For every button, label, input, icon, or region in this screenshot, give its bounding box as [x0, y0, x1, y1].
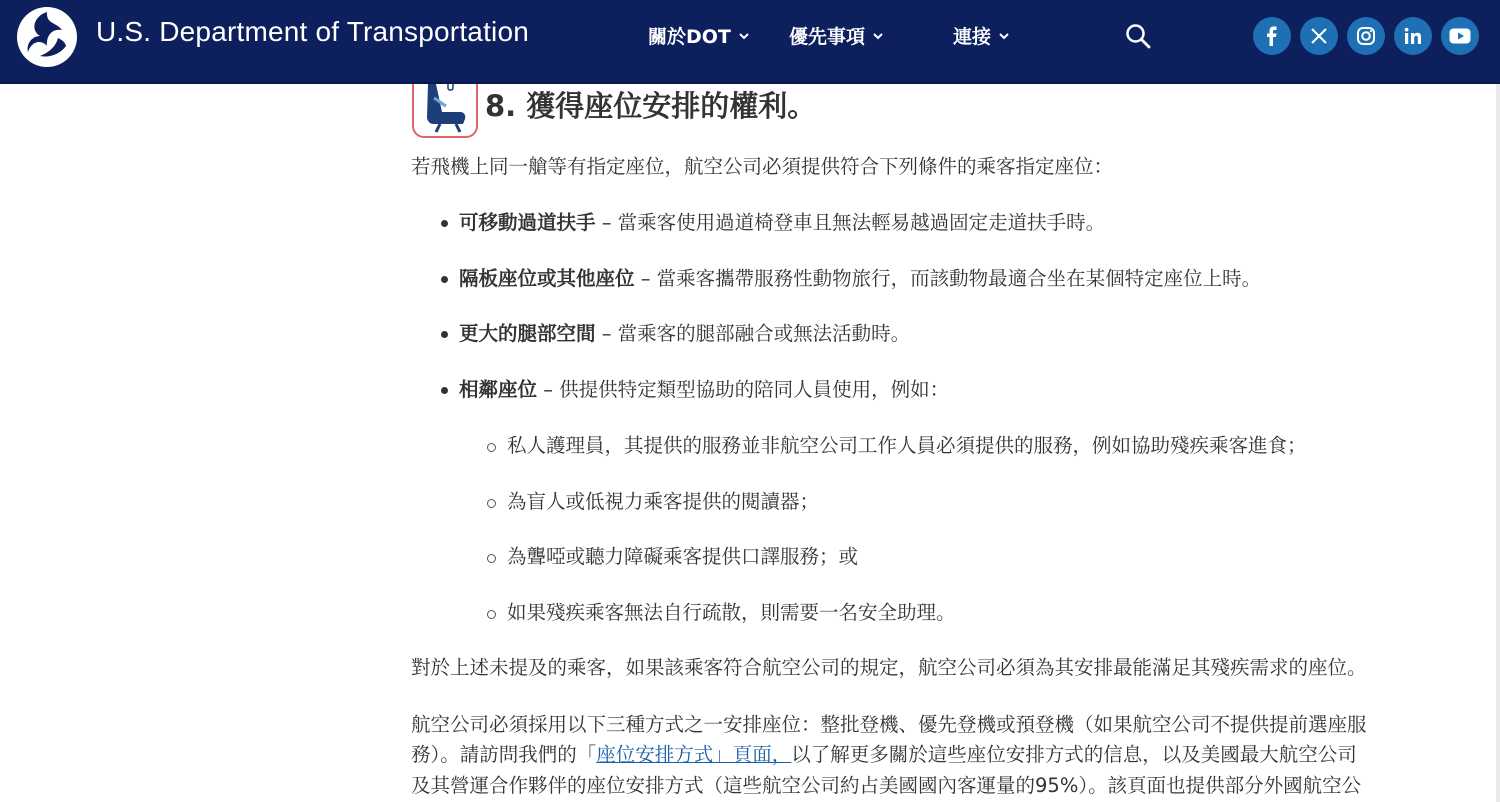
nav-about-label: 關於DOT — [648, 26, 731, 48]
nav-priorities-label: 優先事項 — [789, 26, 866, 48]
sub-bullet-circle — [487, 610, 496, 619]
bullet-desc: – 當乘客的腿部融合或無法活動時。 — [595, 322, 911, 345]
site-header — [0, 0, 1500, 84]
sub-bullet-circle — [487, 499, 496, 508]
chevron-down-icon — [997, 29, 1011, 43]
bullet-dot — [441, 220, 448, 227]
seating-methods-line-1: 航空公司必須採用以下三種方式之一安排座位：整批登機、優先登機或預登機（如果航空公司不提供提前選座服 — [411, 713, 1367, 736]
bullet-dot — [441, 276, 448, 283]
chevron-down-icon — [737, 29, 751, 43]
bullet-term: 隔板座位或其他座位 — [459, 267, 635, 290]
site-title[interactable]: U.S. Department of Transportation — [96, 16, 530, 47]
chevron-down-icon — [871, 29, 885, 43]
accommodation-paragraph: 對於上述未提及的乘客，如果該乘客符合航空公司的規定，航空公司必須為其安排最能滿足其殘疾需求的座位。 — [411, 656, 1367, 679]
seating-methods-link[interactable]: 座位安排方式」頁面， — [596, 743, 792, 766]
seating-methods-line-3: 及其營運合作夥伴的座位安排方式（這些航空公司約占美國國內客運量的95%）。該頁面也提供部分外國航空公 — [411, 774, 1362, 797]
bullet-desc: – 供提供特定類型協助的陪同人員使用，例如： — [537, 378, 950, 401]
nav-connect-label: 連接 — [953, 26, 992, 48]
sub-bullet-circle — [487, 443, 496, 452]
bullet-term: 可移動過道扶手 — [459, 211, 596, 234]
bullet-term: 相鄰座位 — [459, 378, 538, 401]
bullet-desc: – 當乘客攜帶服務性動物旅行，而該動物最適合坐在某個特定座位上時。 — [634, 267, 1262, 290]
page-scrollbar[interactable] — [1496, 84, 1500, 802]
search-icon[interactable] — [1124, 22, 1152, 50]
instagram-icon[interactable] — [1347, 17, 1385, 55]
nav-priorities[interactable] — [789, 22, 885, 49]
nav-about-dot[interactable] — [648, 22, 751, 49]
nav-connect[interactable] — [953, 22, 1011, 49]
bullet-desc: – 當乘客使用過道椅登車且無法輕易越過固定走道扶手時。 — [595, 211, 1106, 234]
line-text: 務）。請訪問我們的「 — [411, 743, 597, 766]
bullet-dot — [441, 331, 448, 338]
sub-bullet-circle — [487, 554, 496, 563]
section-heading-row — [411, 78, 1411, 138]
dot-logo-icon[interactable] — [16, 6, 78, 68]
sub-bullet-text: 如果殘疾乘客無法自行疏散，則需要一名安全助理。 — [507, 601, 956, 624]
seating-methods-line-2 — [411, 740, 1357, 770]
sub-bullet-text: 為聾啞或聽力障礙乘客提供口譯服務；或 — [507, 545, 859, 568]
line-text: 以了解更多關於這些座位安排方式的信息，以及美國最大航空公司 — [791, 743, 1357, 766]
youtube-icon[interactable] — [1441, 17, 1479, 55]
facebook-icon[interactable] — [1253, 17, 1291, 55]
sub-bullet-text: 私人護理員，其提供的服務並非航空公司工作人員必須提供的服務，例如協助殘疾乘客進食； — [507, 434, 1307, 457]
section-title: 8. 獲得座位安排的權利。 — [485, 89, 817, 123]
bullet-dot — [441, 387, 448, 394]
x-icon[interactable] — [1300, 17, 1338, 55]
sub-bullet-text: 為盲人或低視力乘客提供的閱讀器； — [507, 490, 820, 513]
bullet-term: 更大的腿部空間 — [459, 322, 596, 345]
intro-paragraph: 若飛機上同一艙等有指定座位，航空公司必須提供符合下列條件的乘客指定座位： — [411, 155, 1114, 178]
airplane-seat-icon — [412, 78, 478, 138]
linkedin-icon[interactable] — [1394, 17, 1432, 55]
